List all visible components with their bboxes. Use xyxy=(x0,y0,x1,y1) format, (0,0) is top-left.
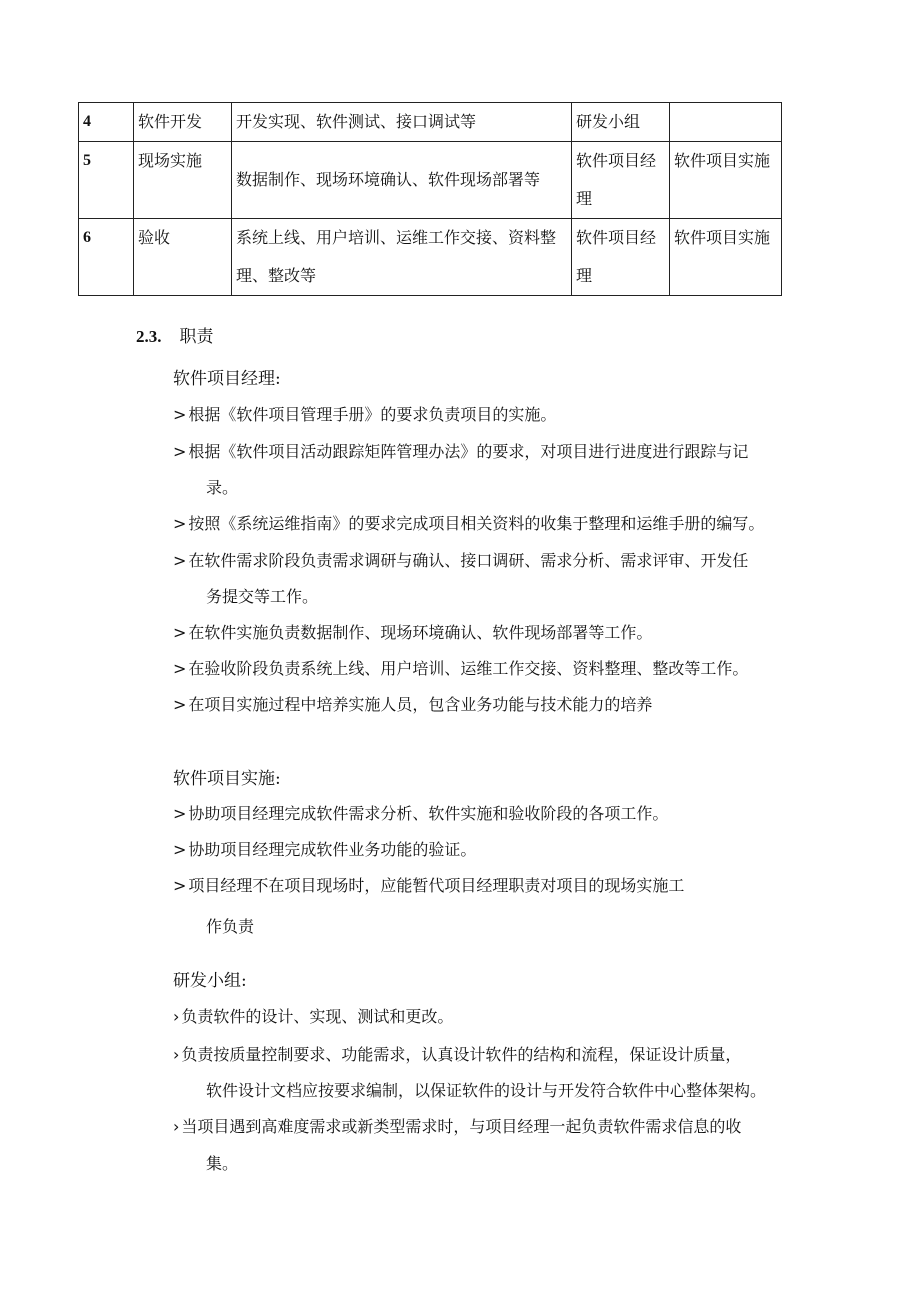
bullet-glyph: > xyxy=(173,405,187,424)
list-item-continuation: 作负责 xyxy=(206,917,255,936)
table-row xyxy=(79,142,782,219)
task-name: 软件开发 xyxy=(134,103,232,142)
bullet-glyph: > xyxy=(173,442,187,461)
list-item: > 协助项目经理完成软件业务功能的验证。 xyxy=(173,840,477,859)
section-heading xyxy=(136,322,214,347)
bullet-glyph: > xyxy=(173,551,187,570)
task-assist: 软件项目实施 xyxy=(670,142,782,219)
bullet-glyph: > xyxy=(173,695,187,714)
bullet-glyph: › xyxy=(173,1117,180,1136)
list-item: > 在软件需求阶段负责需求调研与确认、接口调研、需求分析、需求评审、开发任 xyxy=(173,551,749,570)
role-title-implementer: 软件项目实施: xyxy=(173,769,281,789)
bullet-glyph: > xyxy=(173,876,187,895)
row-number: 4 xyxy=(79,103,134,142)
list-item: > 协助项目经理完成软件需求分析、软件实施和验收阶段的各项工作。 xyxy=(173,804,669,823)
list-item-continuation: 务提交等工作。 xyxy=(206,587,319,606)
task-name: 验收 xyxy=(134,219,232,296)
list-item: > 项目经理不在项目现场时，应能暂代项目经理职责对项目的现场实施工 xyxy=(173,876,685,895)
row-number: 5 xyxy=(79,142,134,219)
bullet-glyph: > xyxy=(173,804,187,823)
bullet-glyph: > xyxy=(173,514,187,533)
task-owner: 软件项目经理 xyxy=(572,142,670,219)
task-content: 系统上线、用户培训、运维工作交接、资料整理、整改等 xyxy=(232,219,572,296)
task-content: 数据制作、现场环境确认、软件现场部署等 xyxy=(232,142,572,219)
role-title-dev-team: 研发小组: xyxy=(173,971,247,991)
list-item: > 根据《软件项目管理手册》的要求负责项目的实施。 xyxy=(173,405,557,424)
section-number: 2.3. xyxy=(136,327,162,346)
role-title-project-manager: 软件项目经理: xyxy=(173,369,281,389)
table-row xyxy=(79,219,782,296)
section-title: 职责 xyxy=(179,327,214,347)
list-item: > 在项目实施过程中培养实施人员，包含业务功能与技术能力的培养 xyxy=(173,695,653,714)
list-item: > 按照《系统运维指南》的要求完成项目相关资料的收集于整理和运维手册的编写。 xyxy=(173,514,765,533)
bullet-glyph: › xyxy=(173,1007,180,1026)
bullet-glyph: > xyxy=(173,659,187,678)
task-content: 开发实现、软件测试、接口调试等 xyxy=(232,103,572,142)
list-item-continuation: 录。 xyxy=(206,478,239,497)
list-item-continuation: 集。 xyxy=(206,1154,239,1173)
task-owner: 软件项目经理 xyxy=(572,219,670,296)
task-assist xyxy=(670,103,782,142)
table-row xyxy=(79,103,782,142)
bullet-glyph: > xyxy=(173,840,187,859)
bullet-glyph: › xyxy=(173,1045,180,1064)
list-item: > 根据《软件项目活动跟踪矩阵管理办法》的要求，对项目进行进度进行跟踪与记 xyxy=(173,442,749,461)
list-item-continuation: 软件设计文档应按要求编制，以保证软件的设计与开发符合软件中心整体架构。 xyxy=(206,1081,767,1100)
row-number: 6 xyxy=(79,219,134,296)
list-item: › 负责软件的设计、实现、测试和更改。 xyxy=(173,1007,454,1026)
task-name: 现场实施 xyxy=(134,142,232,219)
task-owner: 研发小组 xyxy=(572,103,670,142)
list-item: › 负责按质量控制要求、功能需求，认真设计软件的结构和流程，保证设计质量， xyxy=(173,1045,742,1064)
bullet-glyph: > xyxy=(173,623,187,642)
list-item: > 在软件实施负责数据制作、现场环境确认、软件现场部署等工作。 xyxy=(173,623,653,642)
list-item: › 当项目遇到高难度需求或新类型需求时，与项目经理一起负责软件需求信息的收 xyxy=(173,1117,742,1136)
task-table xyxy=(78,102,782,296)
list-item: > 在验收阶段负责系统上线、用户培训、运维工作交接、资料整理、整改等工作。 xyxy=(173,659,749,678)
task-assist: 软件项目实施 xyxy=(670,219,782,296)
